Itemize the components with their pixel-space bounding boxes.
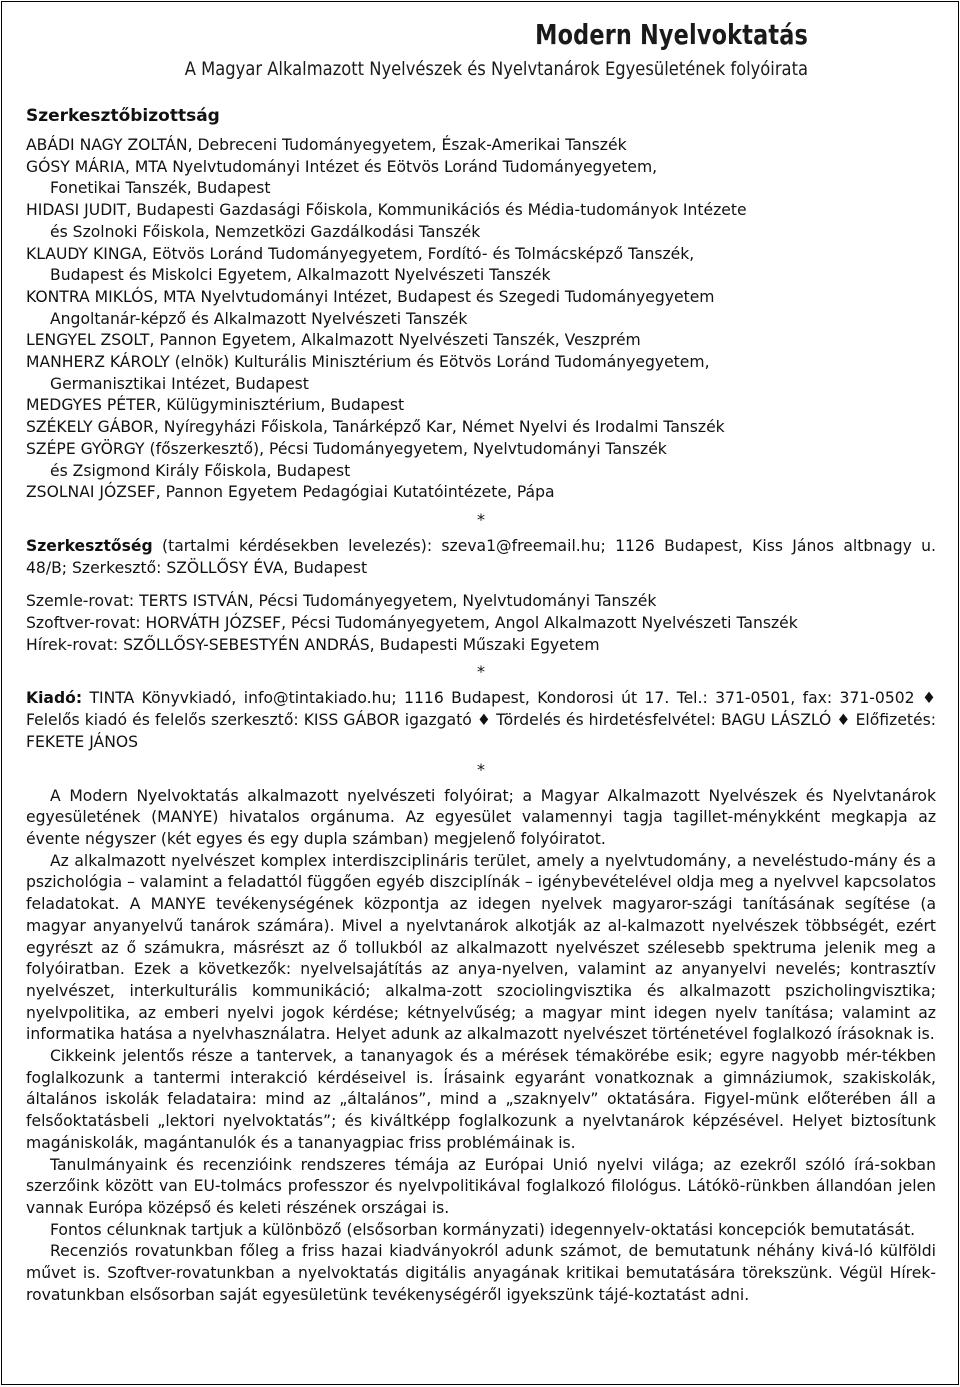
- column-editor: Hírek-rovat: SZŐLLŐSY-SEBESTYÉN ANDRÁS, Budapesti Műszaki Egyetem: [26, 635, 600, 654]
- publisher-info: [26, 688, 936, 753]
- editorial-office-label: Szerkesztőség: [26, 536, 153, 555]
- board-member: HIDASI JUDIT, Budapesti Gazdasági Főiskola, Kommunikációs és Média-tudományok Intézete és Szolnoki Főiskola, Nemzetközi Gazdálkodási Tanszék: [26, 201, 747, 241]
- editorial-board-list: [26, 135, 936, 504]
- journal-imprint-page: [1, 1, 959, 1385]
- section-separator: *: [477, 509, 485, 529]
- description-paragraph: Recenziós rovatunkban főleg a friss hazai kiadványokról adunk számot, de bemutatunk néhány kivá-ló külföldi művet is. Szoftver-rovatunkban a nyelvoktatás digitális anyagának kritikai bemutatására törekszünk. Végül Hírek-rovatunkban elsősorban saját egyesületünk tevékenységéről igyekszünk tájé-koztatást adni.: [26, 1242, 936, 1304]
- column-editor: Szemle-rovat: TERTS ISTVÁN, Pécsi Tudományegyetem, Nyelvtudományi Tanszék: [26, 592, 657, 611]
- board-member: GÓSY MÁRIA, MTA Nyelvtudományi Intézet és Eötvös Loránd Tudományegyetem, Fonetikai Tanszék, Budapest: [26, 157, 658, 198]
- journal-title: Modern Nyelvoktatás: [535, 18, 808, 51]
- column-editors: [26, 591, 936, 656]
- masthead: [26, 16, 936, 82]
- board-member: KONTRA MIKLÓS, MTA Nyelvtudományi Intézet, Budapest és Szegedi Tudományegyetem Angoltanár-képző és Alkalmazott Nyelvészeti Tanszék: [26, 287, 715, 328]
- description-paragraph: Cikkeink jelentős része a tantervek, a tananyagok és a mérések témakörébe esik; egyre nagyobb mér-tékben foglalkozunk a tantermi interakció kérdéseivel is. Írásaink egyaránt vonatkoznak a gimnáziumok, szakiskolák, általános iskolák feladataira: mind az „általános”, mind a „szaknyelv” oktatására. Figyel-münk előterében áll a felsőoktatásbeli „lektori nyelvoktatás”; és kiváltképp foglalkozunk a nyelvtanárok képzésével. Helyet biztosítunk magániskolák, magántanulók és a tananyagpiac friss problémáinak is.: [26, 1047, 936, 1152]
- board-member: MEDGYES PÉTER, Külügyminisztérium, Budapest: [26, 396, 405, 415]
- description-paragraph: Tanulmányaink és recenzióink rendszeres témája az Európai Unió nyelvi világa; az ezekről szóló írá-sokban szerzőink között van EU-tolmács professzor és nyelvpolitikával foglalkozó filológus. Látókö-rünkben állandóan jelen vannak Európa középső és keleti részének országai is.: [26, 1155, 936, 1217]
- section-separator: *: [477, 662, 485, 682]
- journal-subtitle: A Magyar Alkalmazott Nyelvészek és Nyelvtanárok Egyesületének folyóirata: [184, 58, 808, 80]
- board-member: KLAUDY KINGA, Eötvös Loránd Tudományegyetem, Fordító- és Tolmácsképző Tanszék, Budapest és Miskolci Egyetem, Alkalmazott Nyelvészeti Tanszék: [26, 244, 695, 285]
- description-paragraph: Az alkalmazott nyelvészet komplex interdiszciplináris terület, amely a nyelvtudomány, a neveléstudo-mány és a pszichológia – valamint a feladattól függően egyéb diszciplínák – igénybevételével oldja meg a nyelvvel kapcsolatos feladatokat. A MANYE tevékenységének központja az idegen nyelvek magyaror-szági tanításának segítése (a magyar anyanyelvű tanárok számára). Mivel a nyelvtanárok alkotják az al-kalmazott nyelvészek többségét, ezért egyrészt az ő számukra, másrészt az ő tollukból az alkalmazott nyelvészet szélesebb spektruma jelenik meg a folyóiratban. Ezek a következők: nyelvelsajátítás az anya-nyelven, valamint az anyanyelvi nevelés; kontrasztív nyelvészet, interkulturális kommunikáció; alkalma-zott szociolingvisztika és alkalmazott pszicholingvisztika; nyelvpolitika, az emberi nyelvi jogok kérdése; kétnyelvűség; a magyar mint idegen nyelv tanítása; valamint az informatika hatása a nyelvhasználatra. Helyet adunk az alkalmazott nyelvészet történetével foglalkozó írásoknak is.: [26, 851, 936, 1044]
- journal-description: [26, 786, 936, 1307]
- description-paragraph: Fontos célunknak tartjuk a különböző (elsősorban kormányzati) idegennyelv-oktatási koncepciók bemutatását.: [50, 1220, 916, 1239]
- description-paragraph: A Modern Nyelvoktatás alkalmazott nyelvészeti folyóirat; a Magyar Alkalmazott Nyelvészek és Nyelvtanárok egyesületének (MANYE) hivatalos orgánuma. Az egyesület valamennyi tagja tagillet-ménykként megkapja az évente négyszer (két egyes és egy dupla számban) megjelenő folyóiratot.: [26, 786, 936, 848]
- editorial-office: [26, 536, 936, 579]
- board-member: ABÁDI NAGY ZOLTÁN, Debreceni Tudományegyetem, Észak-Amerikai Tanszék: [26, 136, 627, 154]
- column-editor: Szoftver-rovat: HORVÁTH JÓZSEF, Pécsi Tudományegyetem, Angol Alkalmazott Nyelvészeti Tanszék: [26, 614, 798, 633]
- board-member: MANHERZ KÁROLY (elnök) Kulturális Minisztérium és Eötvös Loránd Tudományegyetem, Germanisztikai Intézet, Budapest: [26, 353, 710, 393]
- board-member: ZSOLNAI JÓZSEF, Pannon Egyetem Pedagógiai Kutatóintézete, Pápa: [26, 483, 555, 502]
- board-member: SZÉKELY GÁBOR, Nyíregyházi Főiskola, Tanárképző Kar, Német Nyelvi és Irodalmi Tanszék: [26, 418, 725, 437]
- board-member: LENGYEL ZSOLT, Pannon Egyetem, Alkalmazott Nyelvészeti Tanszék, Veszprém: [26, 331, 641, 350]
- publisher-label: Kiadó:: [26, 689, 83, 708]
- section-separator: *: [477, 759, 485, 779]
- editorial-office-text: (tartalmi kérdésekben levelezés): szeva1@freemail.hu; 1126 Budapest, Kiss János altbnagy u. 48/B; Szerkesztő: SZÖLLŐSY ÉVA, Budapest: [26, 536, 936, 577]
- publisher-text: TINTA Könyvkiadó, info@tintakiado.hu; 1116 Budapest, Kondorosi út 17. Tel.: 371-0501, fax: 371-0502 ♦ Felelős kiadó és felelős szerkesztő: KISS GÁBOR igazgató ♦ Tördelés és hirdetésfelvétel: BAGU LÁSZLÓ ♦ Előfizetés: FEKETE JÁNOS: [26, 689, 936, 751]
- editorial-board-heading: Szerkesztőbizottság: [26, 106, 220, 126]
- board-member: SZÉPE GYÖRGY (főszerkesztő), Pécsi Tudományegyetem, Nyelvtudományi Tanszék és Zsigmond Király Főiskola, Budapest: [26, 439, 667, 480]
